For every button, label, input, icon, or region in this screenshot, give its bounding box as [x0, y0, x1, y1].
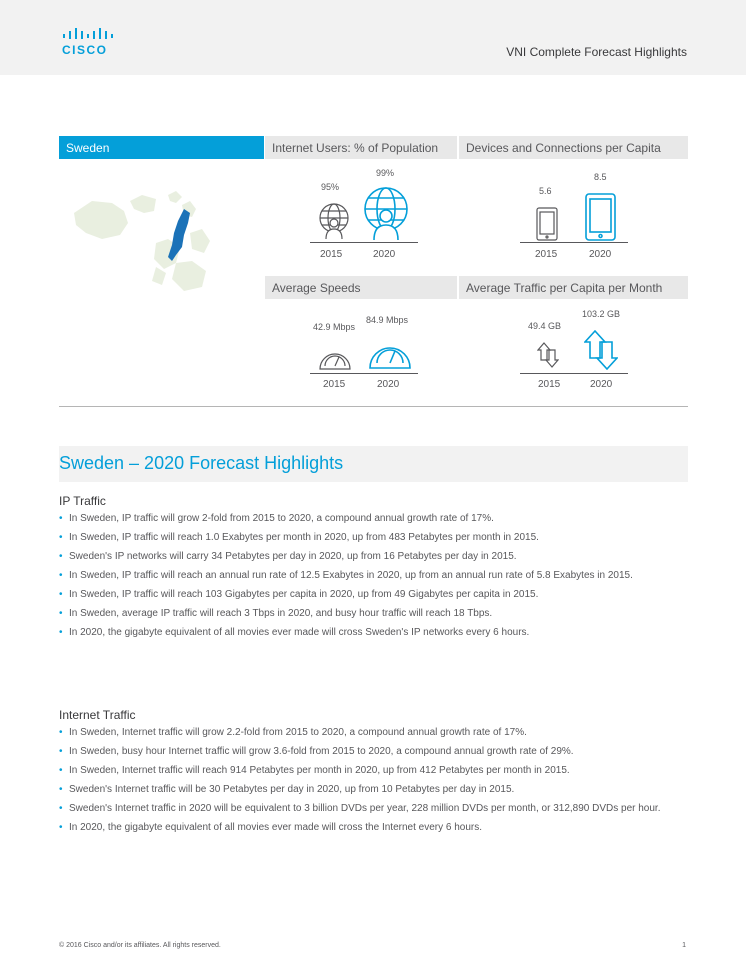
list-item: • In 2020, the gigabyte equivalent of all movies ever made will cross the Internet every 6 hours.: [59, 822, 669, 833]
highlights-title: Sweden – 2020 Forecast Highlights: [59, 453, 344, 473]
speeds-year-2015: 2015: [323, 379, 346, 390]
traffic-year-2020: 2020: [590, 379, 613, 390]
mobile-device-icon: [536, 207, 558, 241]
internet-users-2015-value: 95%: [321, 182, 340, 192]
europe-map: [72, 183, 212, 293]
internet-traffic-list: [59, 727, 669, 841]
traffic-year-2015: 2015: [538, 379, 561, 390]
list-item: • In Sweden, Internet traffic will grow 2.2-fold from 2015 to 2020, a compound annual growth rate of 17%.: [59, 727, 669, 738]
list-item: • In Sweden, IP traffic will reach 1.0 Exabytes per month in 2020, up from 483 Petabytes per month in 2015.: [59, 532, 669, 543]
section-divider: [59, 406, 688, 407]
country-tab: Sweden: [59, 136, 264, 159]
copyright-notice: © 2016 Cisco and/or its affiliates. All rights reserved.: [59, 942, 221, 949]
list-item: • In Sweden, average IP traffic will reach 3 Tbps in 2020, and busy hour traffic will reach 18 Tbps.: [59, 608, 669, 619]
list-item: • Sweden's IP networks will carry 34 Petabytes per day in 2020, up from 16 Petabytes per day in 2015.: [59, 551, 669, 562]
up-down-arrows-icon: [537, 342, 559, 368]
list-item: • In Sweden, Internet traffic will reach 914 Petabytes per month in 2020, up from 412 Petabytes per month in 2015.: [59, 765, 669, 776]
speedometer-icon: [318, 345, 352, 371]
document-title: VNI Complete Forecast Highlights: [506, 45, 687, 59]
list-item: • Sweden's Internet traffic in 2020 will be equivalent to 3 billion DVDs per year, 228 million DVDs per month, or 312,890 DVDs per hour.: [59, 803, 669, 814]
cisco-bars-icon: [62, 28, 122, 42]
cisco-logo: [62, 28, 122, 58]
devices-header: Devices and Connections per Capita: [459, 136, 688, 159]
speeds-2015-value: 42.9 Mbps: [313, 322, 356, 332]
logo-wordmark: CISCO: [62, 43, 108, 57]
devices-year-2020: 2020: [589, 249, 612, 260]
internet-users-baseline: [310, 242, 418, 243]
internet-users-year-2020: 2020: [373, 249, 396, 260]
internet-users-2020-value: 99%: [376, 168, 395, 178]
list-item: • In Sweden, IP traffic will grow 2-fold from 2015 to 2020, a compound annual growth rate of 17%.: [59, 513, 669, 524]
internet-users-header: Internet Users: % of Population: [265, 136, 457, 159]
highlights-band: [59, 446, 688, 482]
devices-2015-value: 5.6: [539, 186, 552, 196]
list-item: • In 2020, the gigabyte equivalent of all movies ever made will cross Sweden's IP networks every 6 hours.: [59, 627, 669, 638]
devices-year-2015: 2015: [535, 249, 558, 260]
speeds-header: Average Speeds: [265, 276, 457, 299]
page-number: 1: [682, 942, 686, 949]
traffic-header: Average Traffic per Capita per Month: [459, 276, 688, 299]
speedometer-icon: [368, 334, 412, 370]
internet-traffic-heading: Internet Traffic: [59, 708, 136, 722]
devices-2020-value: 8.5: [594, 172, 607, 182]
up-down-arrows-icon: [584, 330, 618, 370]
ip-traffic-heading: IP Traffic: [59, 494, 106, 508]
list-item: • In Sweden, IP traffic will reach 103 Gigabytes per capita in 2020, up from 49 Gigabytes per capita in 2015.: [59, 589, 669, 600]
traffic-2015-value: 49.4 GB: [528, 321, 562, 331]
traffic-2020-value: 103.2 GB: [582, 309, 621, 319]
globe-person-icon: [363, 186, 409, 240]
globe-person-icon: [317, 201, 351, 239]
page-header: [0, 0, 746, 75]
speeds-baseline: [310, 373, 418, 374]
list-item: • In Sweden, IP traffic will reach an annual run rate of 12.5 Exabytes in 2020, up from an annual run rate of 5.8 Exabytes in 2015.: [59, 570, 669, 581]
traffic-baseline: [520, 373, 628, 374]
speeds-2020-value: 84.9 Mbps: [366, 315, 409, 325]
speeds-year-2020: 2020: [377, 379, 400, 390]
internet-users-year-2015: 2015: [320, 249, 343, 260]
ip-traffic-list: [59, 513, 669, 646]
devices-baseline: [520, 242, 628, 243]
list-item: • Sweden's Internet traffic will be 30 Petabytes per day in 2020, up from 10 Petabytes per day in 2015.: [59, 784, 669, 795]
list-item: • In Sweden, busy hour Internet traffic will grow 3.6-fold from 2015 to 2020, a compound annual growth rate of 29%.: [59, 746, 669, 757]
mobile-device-icon: [585, 193, 616, 241]
